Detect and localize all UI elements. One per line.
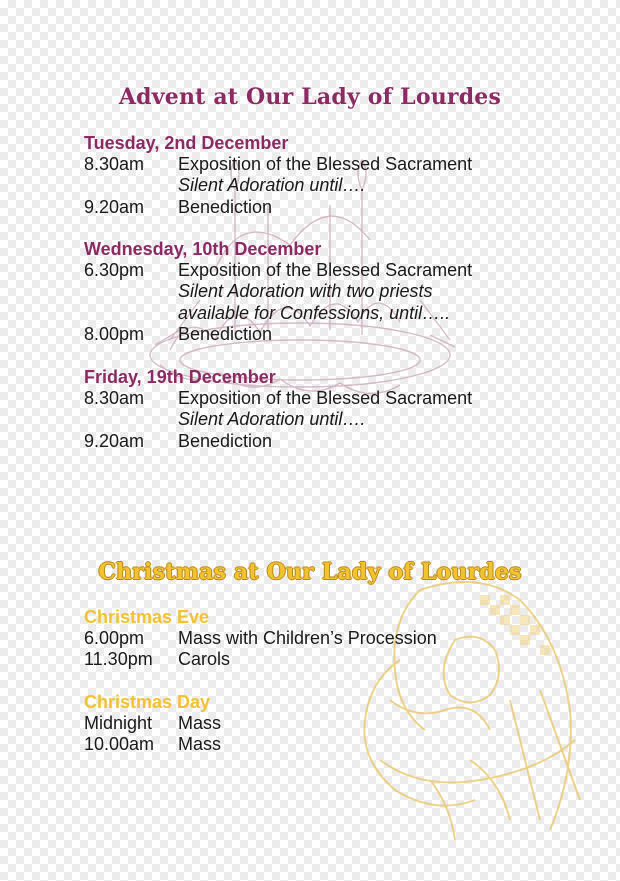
day-heading: Tuesday, 2nd December xyxy=(84,133,289,153)
event-time: 6.30pm xyxy=(84,260,145,280)
day-heading: Christmas Day xyxy=(84,692,211,712)
schedule-row xyxy=(84,388,554,409)
schedule-row xyxy=(84,260,554,281)
schedule-row xyxy=(84,713,554,734)
schedule-row xyxy=(84,197,554,218)
schedule-row xyxy=(84,628,554,649)
christmas-heading: Christmas at Our Lady of Lourdes xyxy=(98,559,522,585)
event-time: 8.00pm xyxy=(84,323,145,344)
advent-day-tuesday xyxy=(84,133,554,218)
event-time: Midnight xyxy=(84,713,153,733)
event-time: 9.20am xyxy=(84,430,145,451)
schedule-row xyxy=(84,154,554,175)
event-note: Silent Adoration until…. xyxy=(178,175,366,196)
schedule-row xyxy=(84,649,554,670)
christmas-day-eve xyxy=(84,607,554,671)
event-time: 9.20am xyxy=(84,196,145,217)
event-time: 8.30am xyxy=(84,154,145,174)
advent-heading: Advent at Our Lady of Lourdes xyxy=(118,84,502,110)
event-note: available for Confessions, until….. xyxy=(178,302,451,323)
event-time: 6.00pm xyxy=(84,628,145,648)
event-desc: Carols xyxy=(178,649,231,670)
event-time: 8.30am xyxy=(84,388,145,408)
event-desc: Exposition of the Blessed Sacrament xyxy=(178,260,473,280)
event-note: Silent Adoration until…. xyxy=(178,409,366,430)
schedule-row xyxy=(84,734,554,755)
event-desc: Benediction xyxy=(178,196,273,217)
event-note: Silent Adoration with two priests xyxy=(178,281,433,302)
event-desc: Exposition of the Blessed Sacrament xyxy=(178,388,473,408)
advent-day-wednesday xyxy=(84,239,554,345)
day-heading: Wednesday, 10th December xyxy=(84,239,322,259)
event-desc: Mass with Children’s Procession xyxy=(178,628,437,648)
event-time: 11.30pm xyxy=(84,649,153,670)
day-heading: Christmas Eve xyxy=(84,607,210,627)
schedule-row xyxy=(84,324,554,345)
day-heading: Friday, 19th December xyxy=(84,367,276,387)
event-desc: Mass xyxy=(178,713,222,733)
advent-day-friday xyxy=(84,367,554,452)
event-desc: Mass xyxy=(178,734,222,755)
event-desc: Benediction xyxy=(178,323,273,344)
event-desc: Benediction xyxy=(178,430,273,451)
event-desc: Exposition of the Blessed Sacrament xyxy=(178,154,473,174)
schedule-row xyxy=(84,431,554,452)
christmas-day-day xyxy=(84,692,554,756)
event-time: 10.00am xyxy=(84,734,155,755)
